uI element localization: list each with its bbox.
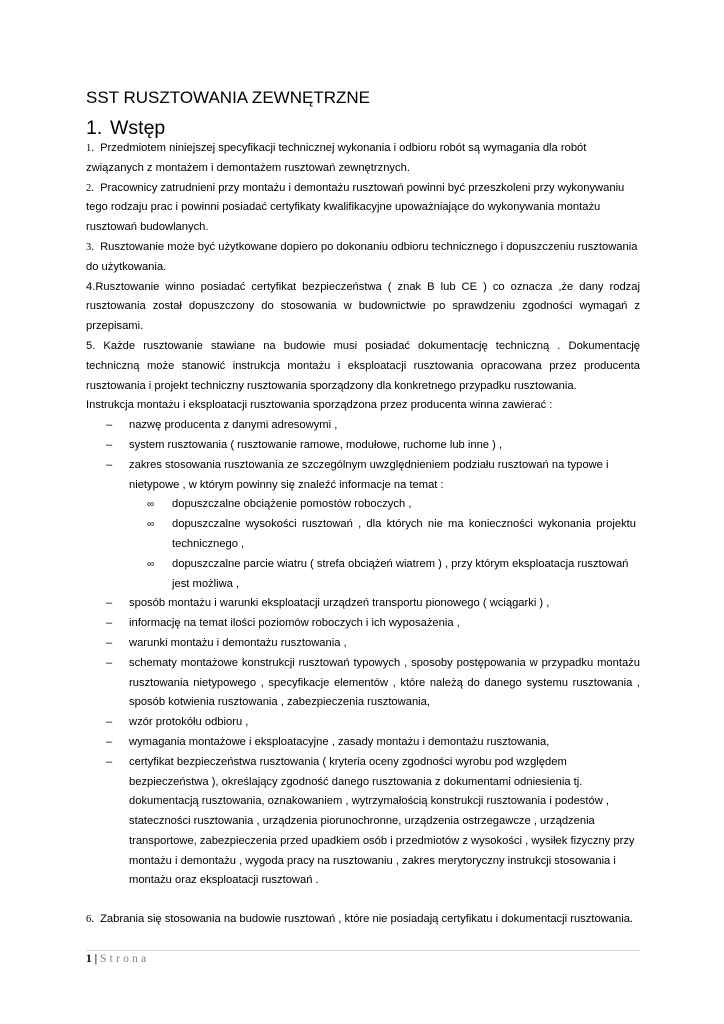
sub-list-item xyxy=(129,555,640,595)
list-item xyxy=(86,456,640,595)
paragraph-2 xyxy=(86,179,640,238)
page-number: 1 xyxy=(86,953,92,965)
list-item xyxy=(86,436,640,456)
sub-list xyxy=(129,495,640,594)
sub-list-item-text: dopuszczalne obciążenie pomostów roboczych , xyxy=(172,498,412,511)
dash-marker: – xyxy=(106,716,113,729)
footer-separator: | xyxy=(94,953,98,965)
sub-list-item-text: dopuszczalne wysokości rusztowań , dla których nie ma konieczności wykonania projektu technicznego , xyxy=(172,518,636,550)
page-footer xyxy=(86,953,149,965)
paragraph-5-intro: Instrukcja montażu i eksploatacji rusztowania sporządzona przez producenta winna zawierać : xyxy=(86,399,553,412)
dash-marker: – xyxy=(106,636,113,649)
paragraph-6-number: 6. xyxy=(86,914,94,926)
dash-marker: – xyxy=(106,419,113,432)
sub-list-item xyxy=(129,515,640,555)
requirements-list xyxy=(86,416,640,891)
list-item-text: informację na temat ilości poziomów roboczych i ich wyposażenia , xyxy=(129,617,460,630)
document-title: SST RUSZTOWANIA ZEWNĘTRZNE xyxy=(86,88,370,107)
infinity-bullet-icon: ∞ xyxy=(147,519,155,531)
list-item-text: certyfikat bezpieczeństwa rusztowania ( kryteria oceny zgodności wyrobu pod względem bezpieczeństwa ), określający zgodność danego rusztowania z dokumentami odniesienia tj. dokumentacją rusztowania, oznakowaniem , wytrzymałością konstrukcji rusztowania i podestów , stateczności rusztowania , urządzenia piorunochronne, urządzenia ostrzegawcze , urządzenia transportowe, zabezpieczenia przed upadkiem osób i przedmiotów z wysokości , wysiłek fizyczny przy montażu i demontażu , wygoda pracy na rusztowaniu , zakres merytoryczny instrukcji stosowania i montażu oraz eksploatacji rusztowań . xyxy=(129,755,635,887)
list-item xyxy=(86,594,640,614)
list-item-text: zakres stosowania rusztowania ze szczególnym uwzględnieniem podziału rusztowań na typowe i nietypowe , w którym powinny się znaleźć informacje na temat : xyxy=(129,458,609,491)
list-item-text: nazwę producenta z danymi adresowymi , xyxy=(129,419,338,432)
list-item xyxy=(86,614,640,634)
list-item-text: warunki montażu i demontażu rusztowania , xyxy=(129,636,347,649)
infinity-bullet-icon: ∞ xyxy=(147,499,155,511)
spacer xyxy=(86,891,640,910)
dash-marker: – xyxy=(106,597,113,610)
dash-marker: – xyxy=(106,755,113,768)
list-item-text: wymagania montażowe i eksploatacyjne , zasady montażu i demontażu rusztowania, xyxy=(129,735,550,748)
section-number: 1. xyxy=(86,117,103,139)
paragraph-1 xyxy=(86,139,640,179)
list-item xyxy=(86,733,640,753)
dash-marker: – xyxy=(106,735,113,748)
paragraph-2-text: Pracownicy zatrudnieni przy montażu i demontażu rusztowań powinni być przeszkoleni przy wykonywaniu tego rodzaju prac i powinni posiadać certyfikaty kwalifikacyjne upoważniające do wykonywania montażu rusztowań budowlanych. xyxy=(86,181,625,234)
paragraph-3 xyxy=(86,238,640,278)
list-item xyxy=(86,634,640,654)
document-body xyxy=(86,139,640,930)
dash-marker: – xyxy=(106,458,113,471)
section-title: Wstęp xyxy=(110,117,166,139)
paragraph-2-number: 2. xyxy=(86,182,94,194)
sub-list-item xyxy=(129,495,640,515)
infinity-bullet-icon: ∞ xyxy=(147,558,155,570)
dash-marker: – xyxy=(106,438,113,451)
paragraph-3-text: Rusztowanie może być użytkowane dopiero po dokonaniu odbioru technicznego i dopuszczeniu rusztowania do użytkowania. xyxy=(86,240,638,273)
dash-marker: – xyxy=(106,656,113,669)
list-item-text: schematy montażowe konstrukcji rusztowań typowych , sposoby postępowania w przypadku montażu rusztowania nietypowego , specyfikacje elementów , które należą do danego systemu rusztowania , sposób kotwienia rusztowania , zabezpieczenia rusztowania, xyxy=(129,656,640,709)
paragraph-5: 5. Każde rusztowanie stawiane na budowie musi posiadać dokumentację techniczną . Dokumentację techniczną może stanowić instrukcja montażu i eksploatacji rusztowania opracowana przez producenta rusztowania i projekt techniczny rusztowania sporządzony dla konkretnego przypadku rusztowania. xyxy=(86,339,640,392)
footer-page-label: Strona xyxy=(100,953,150,965)
paragraph-6-text: Zabrania się stosowania na budowie rusztowań , które nie posiadają certyfikatu i dokumentacji rusztowania. xyxy=(100,913,634,926)
section-heading xyxy=(86,117,165,140)
list-item xyxy=(86,753,640,892)
dash-marker: – xyxy=(106,617,113,630)
paragraph-1-text: Przedmiotem niniejszej specyfikacji technicznej wykonania i odbioru robót są wymagania dla robót związanych z montażem i demontażem rusztowań zewnętrznych. xyxy=(86,142,587,174)
paragraph-1-number: 1. xyxy=(86,143,94,154)
list-item-text: system rusztowania ( rusztowanie ramowe, modułowe, ruchome lub inne ) , xyxy=(129,438,503,451)
list-item-text: wzór protokółu odbioru , xyxy=(129,716,249,729)
footer-divider xyxy=(86,950,640,951)
paragraph-3-number: 3. xyxy=(86,241,94,253)
paragraph-6 xyxy=(86,910,640,930)
sub-list-item-text: dopuszczalne parcie wiatru ( strefa obciążeń wiatrem ) , przy którym eksploatacja rusztowań jest możliwa , xyxy=(172,557,629,590)
list-item xyxy=(86,654,640,713)
list-item xyxy=(86,713,640,733)
list-item xyxy=(86,416,640,436)
list-item-text: sposób montażu i warunki eksploatacji urządzeń transportu pionowego ( wciągarki ) , xyxy=(129,597,550,610)
paragraph-4: 4.Rusztowanie winno posiadać certyfikat bezpieczeństwa ( znak B lub CE ) co oznacza ,że dany rodzaj rusztowania został dopuszczony do stosowania w budownictwie po sprawdzeniu zgodności wymagań z przepisami. xyxy=(86,280,640,333)
